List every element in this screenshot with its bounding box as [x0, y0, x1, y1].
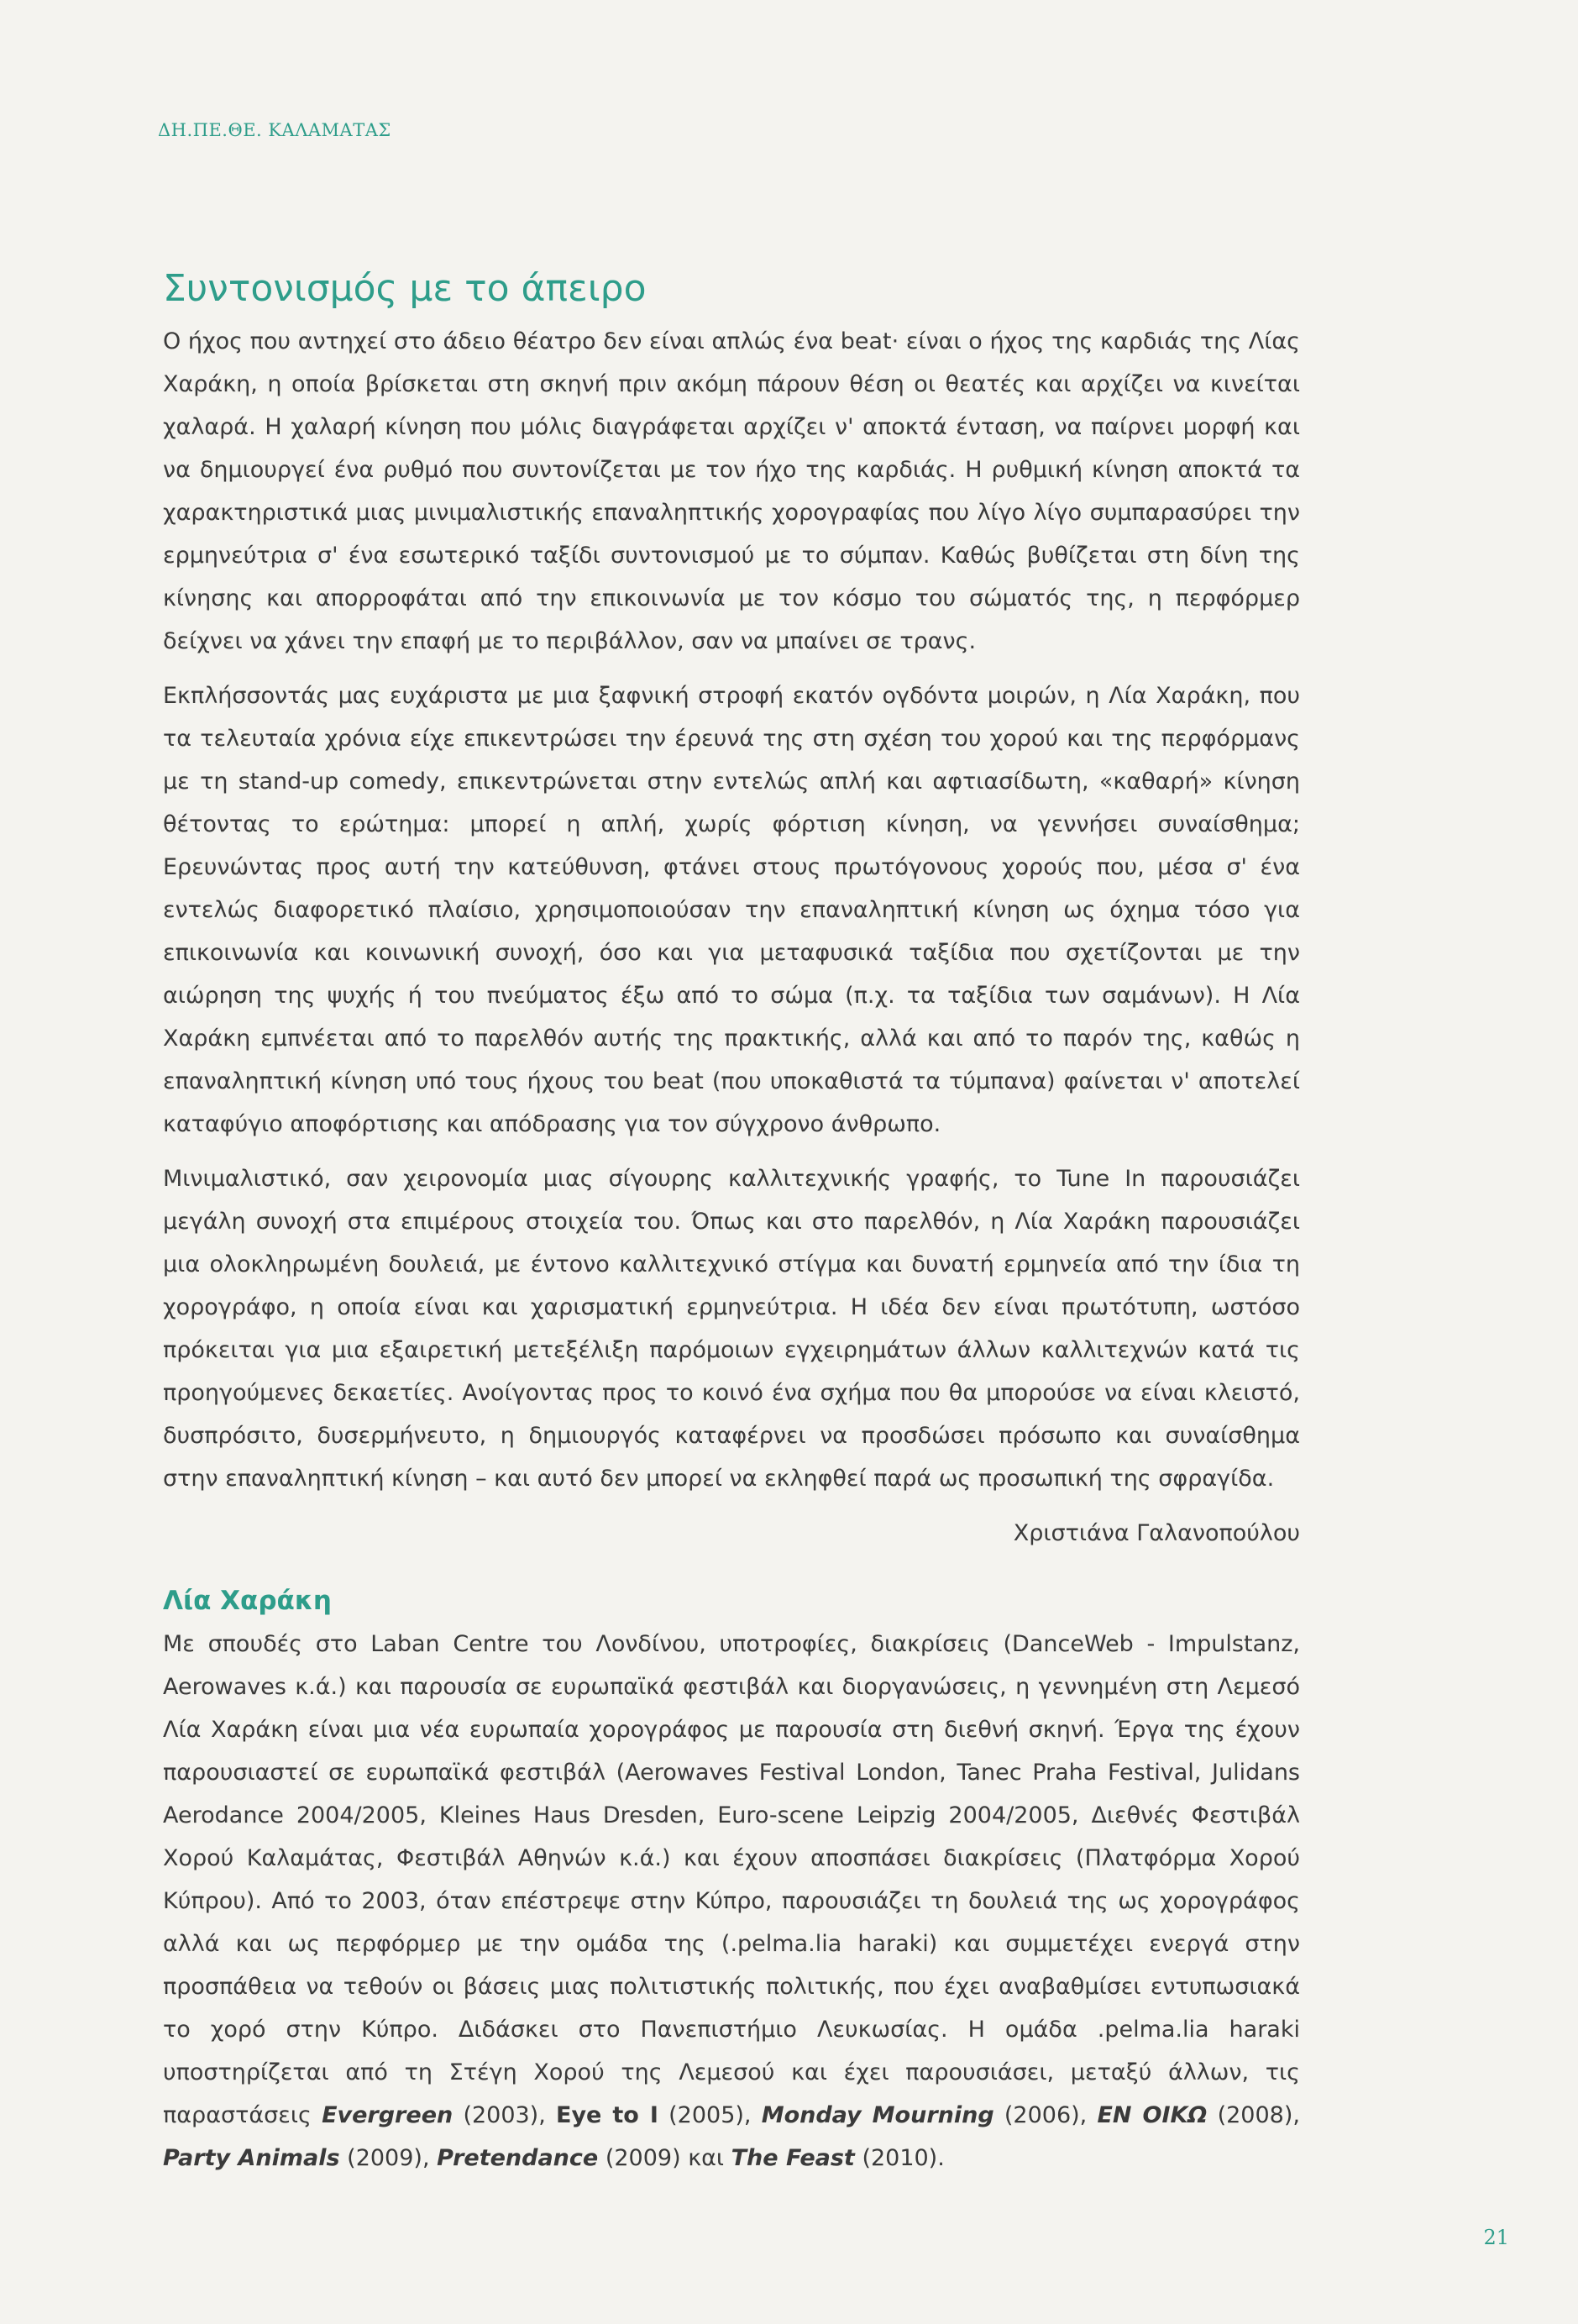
bio-paragraph	[163, 1623, 1300, 2180]
work-separator: ,	[538, 2101, 557, 2128]
work-title: Pretendance	[437, 2144, 599, 2171]
work-title: Monday Mourning	[761, 2101, 994, 2128]
author-signature: Χριστιάνα Γαλανοπούλου	[1013, 1519, 1300, 1546]
work-separator: ,	[422, 2144, 438, 2171]
work-separator: ,	[1079, 2101, 1098, 2128]
work-title: Eye to I	[556, 2101, 658, 2128]
work-year: (2006)	[1004, 2101, 1080, 2128]
article-paragraph: Εκπλήσσοντάς μας ευχάριστα με μια ξαφνική στροφή εκατόν ογδόντα μοιρών, η Λία Χαράκη, που τα τελευταία χρόνια είχε επικεντρώσει την έρευνά της στη σχέση του χορού και της περφόρμανς με τη stand-up comedy, επικεντρώνεται στην εντελώς απλή και αφτιασίδωτη, «καθαρή» κίνηση θέτοντας το ερώτημα: μπορεί η απλή, χωρίς φόρτιση κίνηση, να γεννήσει συναίσθημα; Ερευνώντας προς αυτή την κατεύθυνση, φτάνει στους πρωτόγονους χορούς που, μέσα σ' ένα εντελώς διαφορετικό πλαίσιο, χρησιμοποιούσαν την επαναληπτική κίνηση ως όχημα τόσο για επικοινωνία και κοινωνική συνοχή, όσο και για μεταφυσικά ταξίδια που σχετίζονται με την αιώρηση της ψυχής ή του πνεύματος έξω από το σώμα (π.χ. τα ταξίδια των σαμάνων). Η Λία Χαράκη εμπνέεται από το παρελθόν αυτής της πρακτικής, αλλά και από το παρόν της, καθώς η επαναληπτική κίνηση υπό τους ήχους του beat (που υποκαθιστά τα τύμπανα) φαίνεται ν' αποτελεί καταφύγιο αποφόρτισης και απόδρασης για τον σύγχρονο άνθρωπο.	[163, 682, 1300, 1137]
work-title: The Feast	[731, 2144, 855, 2171]
work-year: (2003)	[463, 2101, 539, 2128]
work-year: (2005)	[668, 2101, 744, 2128]
work-year: (2010)	[862, 2144, 938, 2171]
work-title: EN ΟΙΚΩ	[1097, 2101, 1208, 2128]
publication-header: ΔΗ.ΠΕ.ΘΕ. ΚΑΛΑΜΑΤΑΣ	[158, 120, 391, 140]
work-title: Party Animals	[163, 2144, 340, 2171]
bio-title: Λία Χαράκη	[163, 1585, 332, 1616]
bio-text: Με σπουδές στο Laban Centre του Λονδίνου, υποτροφίες, διακρίσεις (DanceWeb - Impulstanz, Aerowaves κ.ά.) και παρουσία σε ευρωπαϊκά φεστιβάλ και διοργανώσεις, η γεννημένη στη Λεμεσό Λία Χαράκη είναι μια νέα ευρωπαία χορογράφος με παρουσία στη διεθνή σκηνή. Έργα της έχουν παρουσιαστεί σε ευρωπαϊκά φεστιβάλ (Aerowaves Festival London, Tanec Praha Festival, Julidans Aerodance 2004/2005, Kleines Haus Dresden, Euro-scene Leipzig 2004/2005, Διεθνές Φεστιβάλ Χορού Καλαμάτας, Φεστιβάλ Αθηνών κ.ά.) και έχουν αποσπάσει διακρίσεις (Πλατφόρμα Χορού Κύπρου). Από το 2003, όταν επέστρεψε στην Κύπρο, παρουσιάζει τη δουλειά της ως χορογράφος αλλά και ως περφόρμερ με την ομάδα της (.pelma.lia haraki) και συμμετέχει ενεργά στην προσπάθεια να τεθούν οι βάσεις μιας πολιτιστικής πολιτικής, που έχει αναβαθμίσει εντυπωσιακά το χορό στην Κύπρο. Διδάσκει στο Πανεπιστήμιο Λευκωσίας. Η ομάδα .pelma.lia haraki υποστηρίζεται από τη Στέγη Χορού της Λεμεσού και έχει παρουσιάσει, μεταξύ άλλων, τις παραστάσεις	[163, 1630, 1300, 2128]
work-separator: και	[680, 2144, 731, 2171]
work-year: (2008)	[1217, 2101, 1293, 2128]
work-separator: .	[937, 2144, 945, 2171]
work-title: Evergreen	[322, 2101, 453, 2128]
article-title: Συντονισμός με το άπειρο	[163, 267, 647, 310]
work-separator: ,	[743, 2101, 762, 2128]
work-year: (2009)	[347, 2144, 422, 2171]
page-number: 21	[1483, 2226, 1509, 2249]
work-year: (2009)	[605, 2144, 681, 2171]
page-content	[163, 267, 1300, 2180]
article-paragraph: Μινιμαλιστικό, σαν χειρονομία μιας σίγουρης καλλιτεχνικής γραφής, το Tune In παρουσιάζει μεγάλη συνοχή στα επιμέρους στοιχεία του. Όπως και στο παρελθόν, η Λία Χαράκη παρουσιάζει μια ολοκληρωμένη δουλειά, με έντονο καλλιτεχνικό στίγμα και δυνατή ερμηνεία από την ίδια τη χορογράφο, η οποία είναι και χαρισματική ερμηνεύτρια. Η ιδέα δεν είναι πρωτότυπη, ωστόσο πρόκειται για μια εξαιρετική μετεξέλιξη παρόμοιων εγχειρημάτων άλλων καλλιτεχνών κατά τις προηγούμενες δεκαετίες. Ανοίγοντας προς το κοινό ένα σχήμα που θα μπορούσε να είναι κλειστό, δυσπρόσιτο, δυσερμήνευτο, η δημιουργός καταφέρνει να προσδώσει πρόσωπο και συναίσθημα στην επαναληπτική κίνηση – και αυτό δεν μπορεί να εκληφθεί παρά ως προσωπική της σφραγίδα.	[163, 1165, 1300, 1492]
article-paragraph: Ο ήχος που αντηχεί στο άδειο θέατρο δεν είναι απλώς ένα beat· είναι ο ήχος της καρδιάς της Λίας Χαράκη, η οποία βρίσκεται στη σκηνή πριν ακόμη πάρουν θέση οι θεατές και αρχίζει να κινείται χαλαρά. Η χαλαρή κίνηση που μόλις διαγράφεται αρχίζει ν' αποκτά ένταση, να παίρνει μορφή και να δημιουργεί ένα ρυθμό που συντονίζεται με τον ήχο της καρδιάς. Η ρυθμική κίνηση αποκτά τα χαρακτηριστικά μιας μινιμαλιστικής επαναληπτικής χορογραφίας που λίγο λίγο συμπαρασύρει την ερμηνεύτρια σ' ένα εσωτερικό ταξίδι συντονισμού με το σύμπαν. Καθώς βυθίζεται στη δίνη της κίνησης και απορροφάται από την επικοινωνία με τον κόσμο του σώματός της, η περφόρμερ δείχνει να χάνει την επαφή με το περιβάλλον, σαν να μπαίνει σε τρανς.	[163, 328, 1300, 654]
work-separator: ,	[1292, 2101, 1300, 2128]
